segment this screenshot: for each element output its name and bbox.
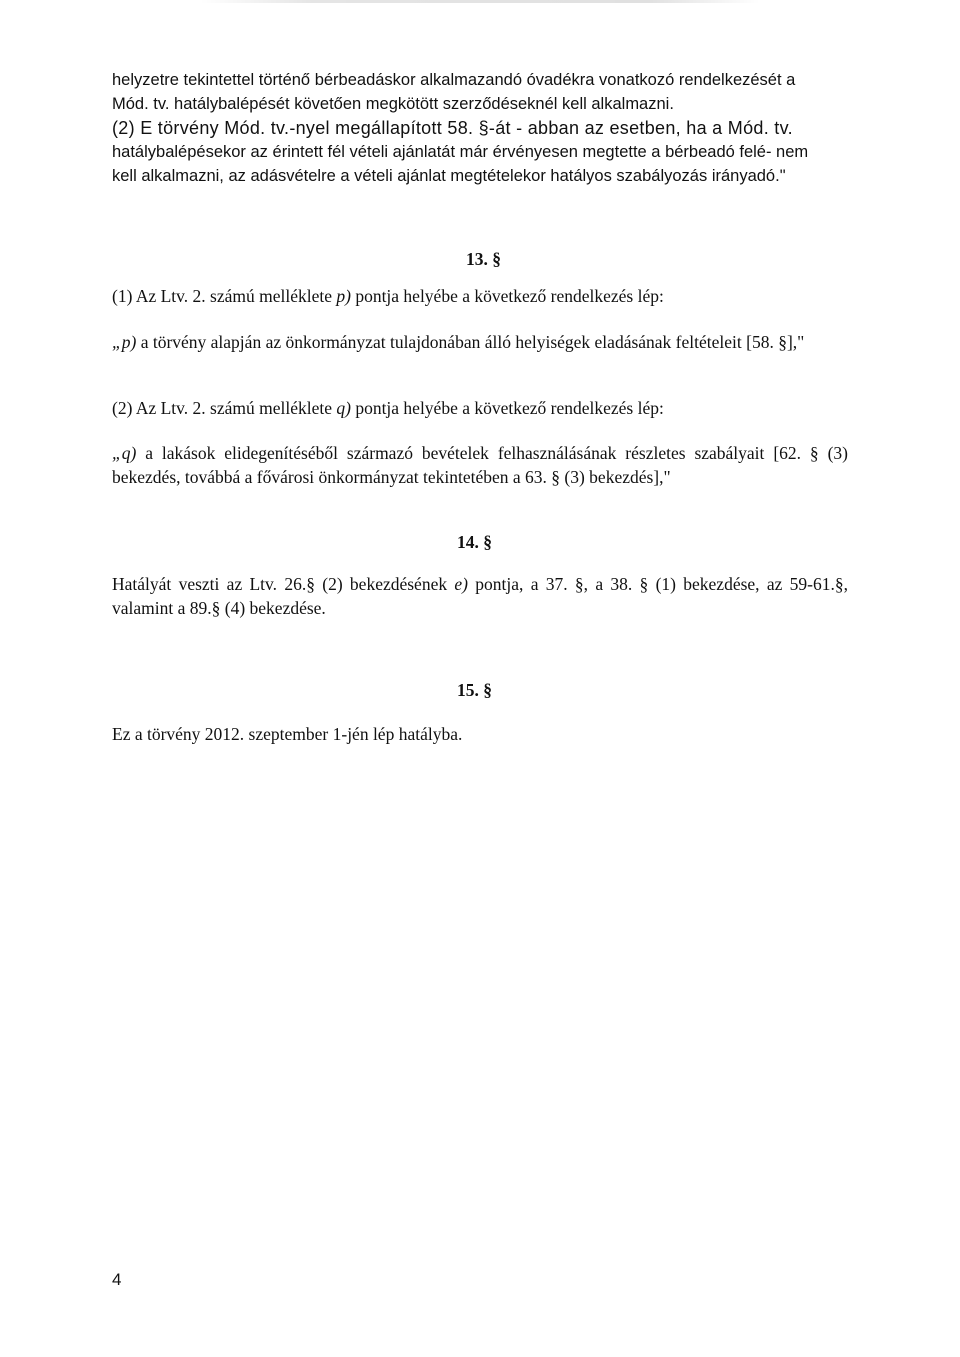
continuation-line-2: Mód. tv. hatálybalépését követően megkötött szerződéseknél kell alkalmazni. bbox=[112, 95, 674, 113]
section-13-quote-2 bbox=[112, 441, 848, 489]
continuation-line-1: helyzetre tekintettel történő bérbeadáskor alkalmazandó óvadékra vonatkozó rendelkezését a bbox=[112, 71, 796, 89]
section-13-p2-suffix: pontja helyébe a következő rendelkezés lép: bbox=[350, 398, 664, 418]
section-14-suffix: pontja, a 37. §, a 38. § (1) bekezdése, az 59-61.§, valamint a 89.§ (4) bekezdése. bbox=[112, 574, 848, 618]
section-13-p1-prefix: (1) Az Ltv. 2. számú melléklete bbox=[112, 286, 337, 306]
section-13-quote-1 bbox=[112, 330, 848, 354]
section-15-heading: 15. § bbox=[457, 680, 492, 700]
continuation-line-5: kell alkalmazni, az adásvételre a vételi ajánlat megtételekor hatályos szabályozás irányadó." bbox=[112, 167, 786, 185]
section-14-point: e) bbox=[454, 574, 468, 594]
section-13-quote-2-text: a lakások elidegenítéséből származó bevételek felhasználásának részletes szabályait [62. § (3) bekezdés, továbbá a fővárosi önkormányzat tekintetében a 63. § (3) bekezdés]," bbox=[112, 443, 848, 487]
section-13-paragraph-2 bbox=[112, 396, 848, 420]
section-13-p2-point: q) bbox=[336, 398, 351, 418]
continuation-line-4: hatálybalépésekor az érintett fél vételi ajánlatát már érvényesen megtette a bérbeadó felé- nem bbox=[112, 143, 809, 161]
section-15-paragraph: Ez a törvény 2012. szeptember 1-jén lép hatályba. bbox=[112, 724, 463, 744]
section-13-paragraph-1 bbox=[112, 284, 848, 308]
section-13-quote-1-point: „p) bbox=[112, 332, 137, 352]
section-13-quote-2-point: „q) bbox=[112, 443, 137, 463]
section-14-paragraph bbox=[112, 572, 848, 620]
section-13-p2-prefix: (2) Az Ltv. 2. számú melléklete bbox=[112, 398, 337, 418]
section-13-quote-1-text: a törvény alapján az önkormányzat tulajdonában álló helyiségek eladásának feltételeit [58. §]," bbox=[136, 332, 805, 352]
page-number: 4 bbox=[112, 1270, 122, 1289]
section-13-p1-point: p) bbox=[336, 286, 351, 306]
scan-artifact-line bbox=[200, 0, 760, 3]
section-14-prefix: Hatályát veszti az Ltv. 26.§ (2) bekezdésének bbox=[112, 574, 455, 594]
section-14-heading: 14. § bbox=[457, 532, 492, 552]
section-13-p1-suffix: pontja helyébe a következő rendelkezés lép: bbox=[350, 286, 664, 306]
continuation-line-3: (2) E törvény Mód. tv.-nyel megállapított 58. §-át - abban az esetben, ha a Mód. tv. bbox=[112, 118, 793, 138]
section-13-heading: 13. § bbox=[466, 249, 501, 269]
